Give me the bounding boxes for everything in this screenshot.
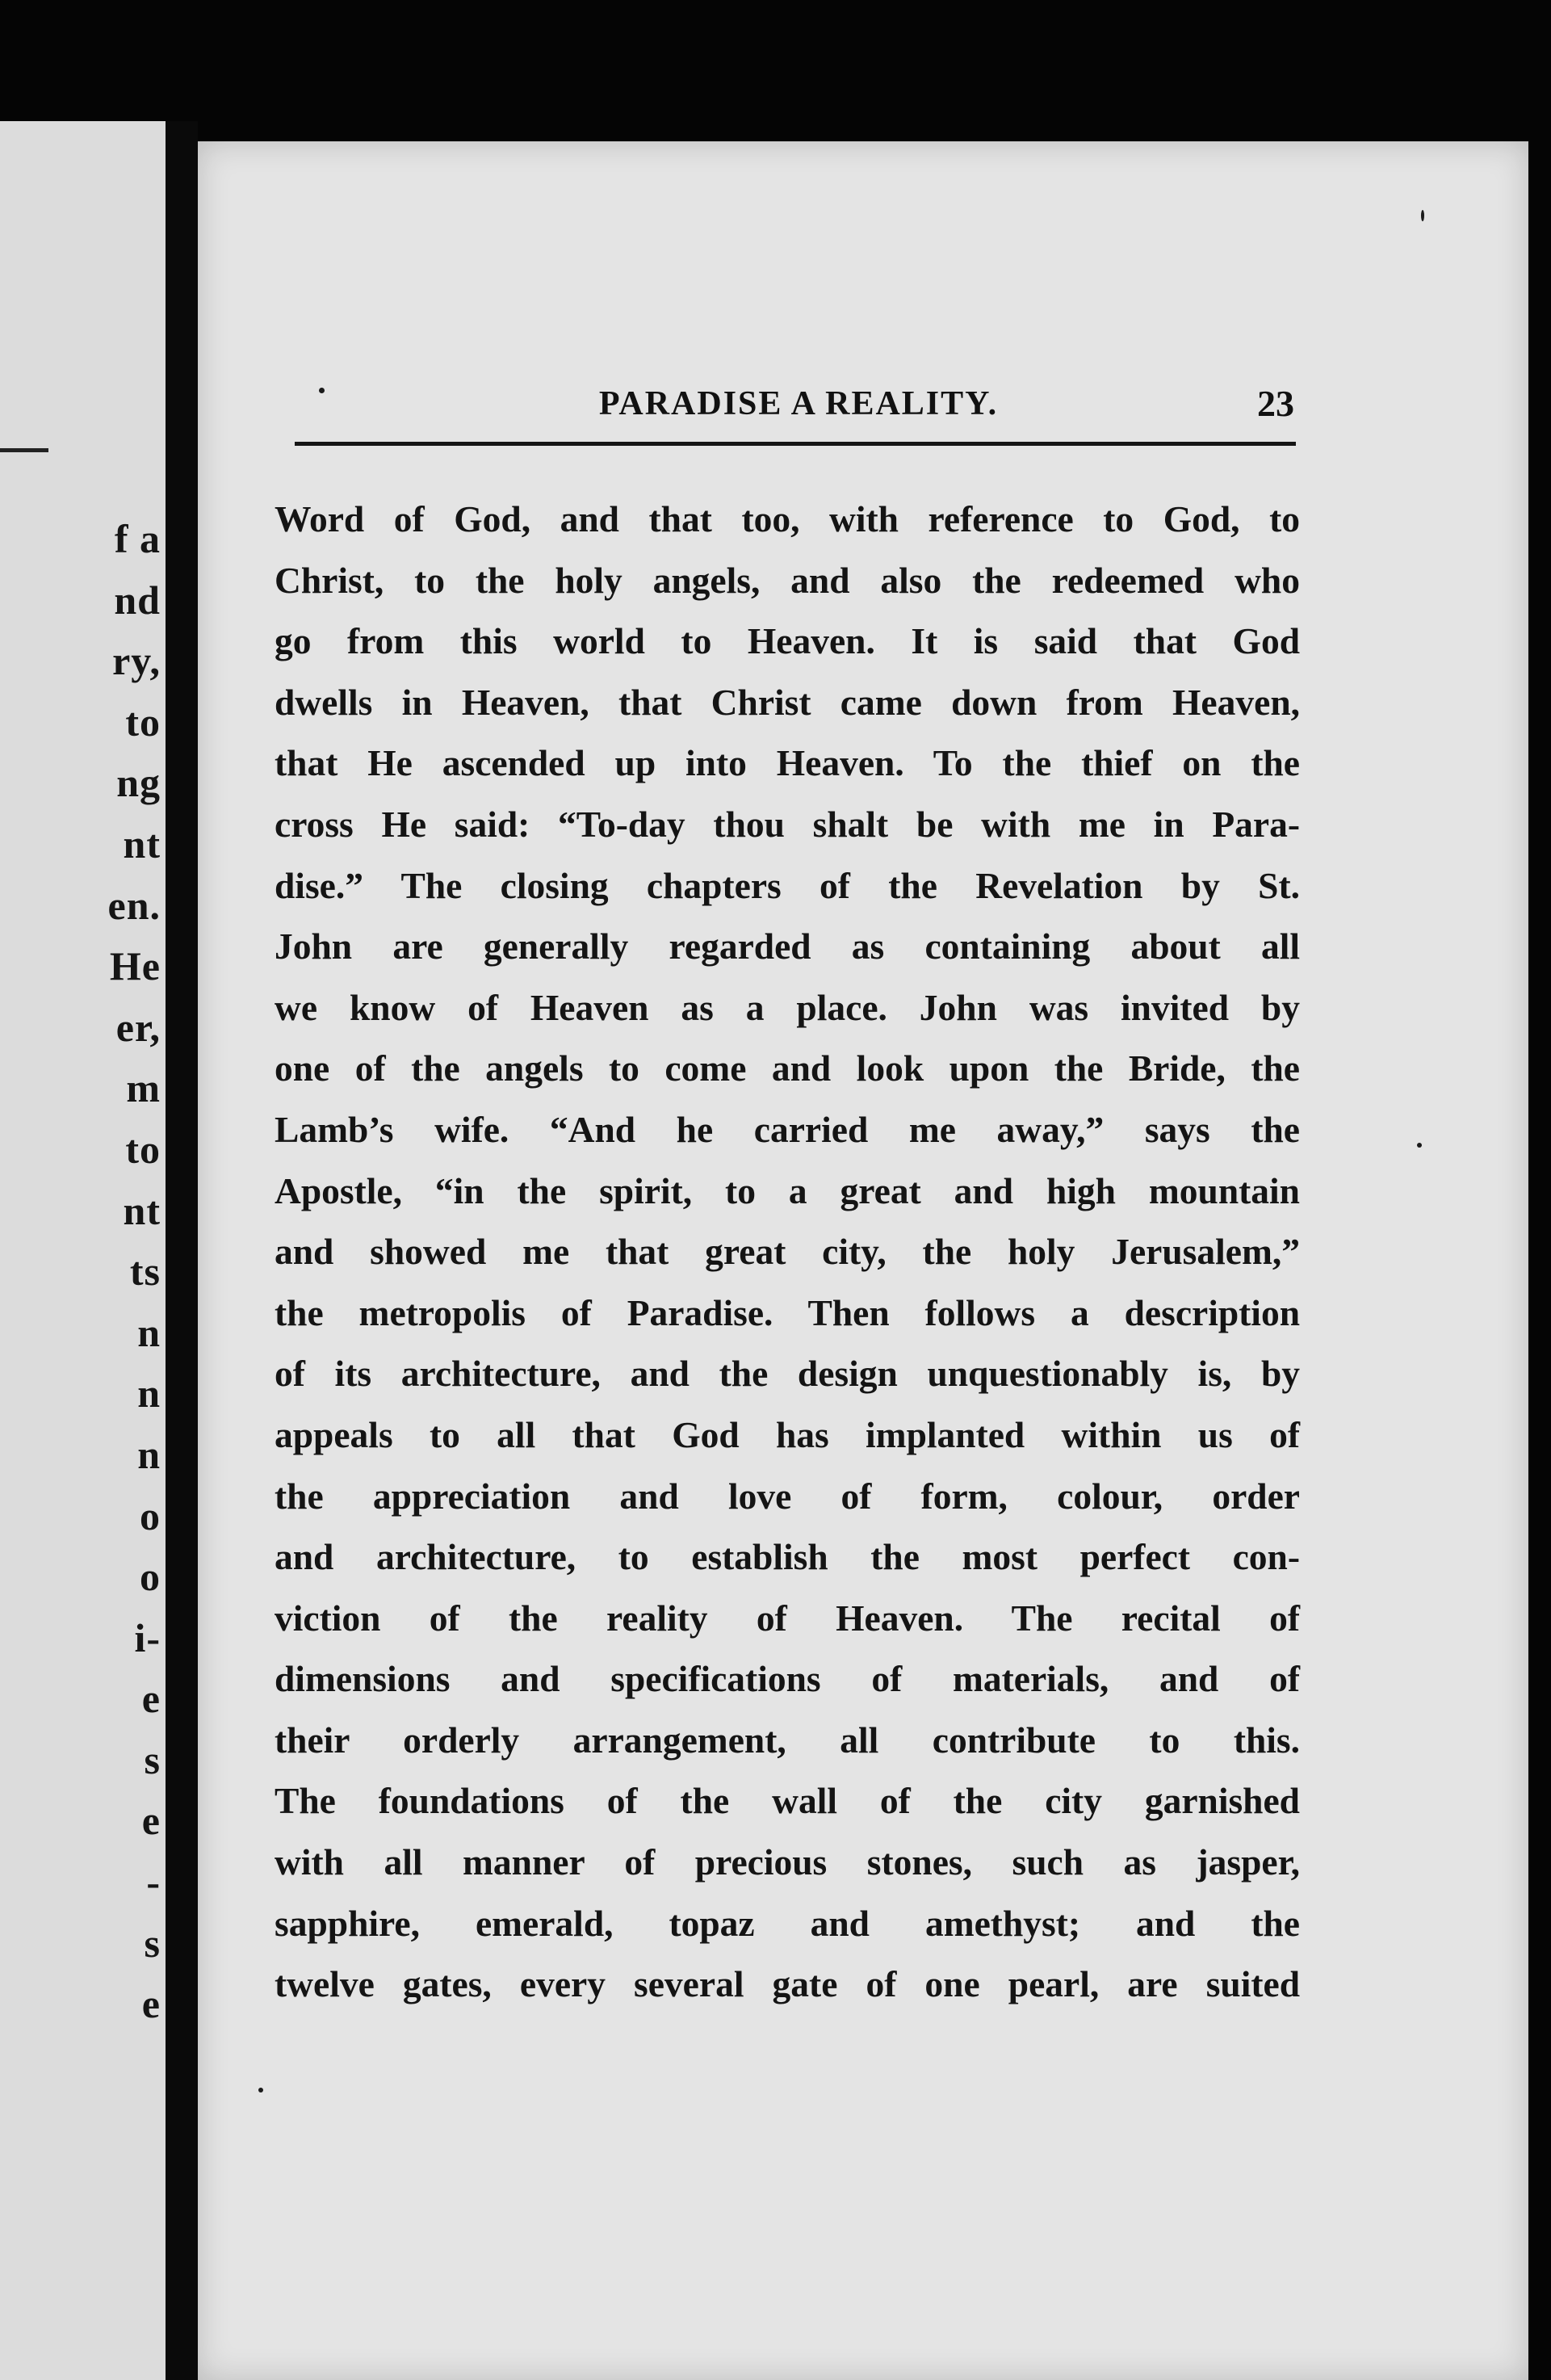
text-line: John are generally regarded as containing about all <box>275 926 1300 968</box>
scan-speck <box>319 388 325 393</box>
text-line: Word of God, and that too, with reference to God, to <box>275 498 1300 539</box>
text-line: The foundations of the wall of the city garnished <box>275 1780 1300 1822</box>
left-fragment: e <box>141 1798 161 1844</box>
body-text <box>275 489 1300 2015</box>
left-fragment: o <box>140 1492 161 1538</box>
left-fragment: nd <box>114 577 161 623</box>
left-facing-page <box>0 121 166 2380</box>
left-fragment: He <box>109 943 161 989</box>
scan-speck <box>258 2088 263 2092</box>
left-fragment: - <box>146 1859 161 1905</box>
text-line: dwells in Heaven, that Christ came down from Heaven, <box>275 681 1300 723</box>
text-line: Lamb’s wife. “And he carried me away,” says the <box>275 1108 1300 1150</box>
text-line: twelve gates, every several gate of one pearl, are suited <box>275 1963 1300 2005</box>
left-fragment: n <box>137 1370 161 1417</box>
text-line: and showed me that great city, the holy Jerusalem,” <box>275 1231 1300 1273</box>
text-line: Apostle, “in the spirit, to a great and high mountain <box>275 1169 1300 1211</box>
text-line: go from this world to Heaven. It is said that God <box>275 620 1300 662</box>
left-fragment: f a <box>114 516 161 561</box>
left-fragment: e <box>141 1981 161 2027</box>
text-line: dimensions and specifications of materials, and of <box>275 1658 1300 1700</box>
text-line: of its architecture, and the design unquestionably is, by <box>275 1353 1300 1395</box>
text-line: Christ, to the holy angels, and also the redeemed who <box>275 559 1300 601</box>
scan-speck <box>1417 1143 1422 1148</box>
left-fragment: ts <box>129 1249 161 1295</box>
left-fragment: er, <box>115 1004 161 1050</box>
left-fragment: nt <box>123 821 161 867</box>
text-line: that He ascended up into Heaven. To the thief on the <box>275 742 1300 784</box>
book-page <box>198 141 1528 2380</box>
text-line: cross He said: “To-day thou shalt be with me in Para- <box>275 803 1300 845</box>
text-line: with all manner of precious stones, such as jasper, <box>275 1841 1300 1883</box>
left-fragment: s <box>144 1736 161 1782</box>
left-fragment: en. <box>107 882 161 928</box>
left-page-rule <box>0 448 48 452</box>
left-fragment: e <box>141 1676 161 1722</box>
left-page-text-fragments <box>108 509 161 2035</box>
text-line: the appreciation and love of form, colour, order <box>275 1475 1300 1517</box>
running-title: PARADISE A REALITY. <box>598 385 999 422</box>
text-line: their orderly arrangement, all contribute to this. <box>275 1719 1300 1761</box>
book-gutter <box>166 121 198 2380</box>
left-fragment: o <box>140 1554 161 1600</box>
text-line: the metropolis of Paradise. Then follows a description <box>275 1291 1300 1333</box>
text-line: appeals to all that God has implanted within us of <box>275 1413 1300 1455</box>
text-line: dise.” The closing chapters of the Revelation by St. <box>275 864 1300 906</box>
left-fragment: n <box>137 1309 161 1355</box>
left-fragment: n <box>137 1431 161 1477</box>
left-fragment: i- <box>134 1614 161 1660</box>
left-fragment: nt <box>123 1187 161 1233</box>
text-line: one of the angels to come and look upon the Bride, the <box>275 1047 1300 1089</box>
left-fragment: ry, <box>112 638 161 684</box>
left-fragment: ng <box>116 760 161 806</box>
left-fragment: m <box>126 1065 161 1111</box>
left-fragment: to <box>125 1126 161 1172</box>
header-rule <box>295 442 1296 446</box>
text-line: and architecture, to establish the most perfect con- <box>275 1536 1300 1578</box>
text-line: sapphire, emerald, topaz and amethyst; and the <box>275 1902 1300 1944</box>
text-line: viction of the reality of Heaven. The recital of <box>275 1597 1300 1639</box>
left-fragment: s <box>144 1920 161 1966</box>
left-fragment: to <box>125 699 161 745</box>
text-line: we know of Heaven as a place. John was invited by <box>275 986 1300 1028</box>
running-head <box>303 376 1294 432</box>
page-number: 23 <box>1257 383 1294 424</box>
scan-speck <box>1421 210 1424 221</box>
